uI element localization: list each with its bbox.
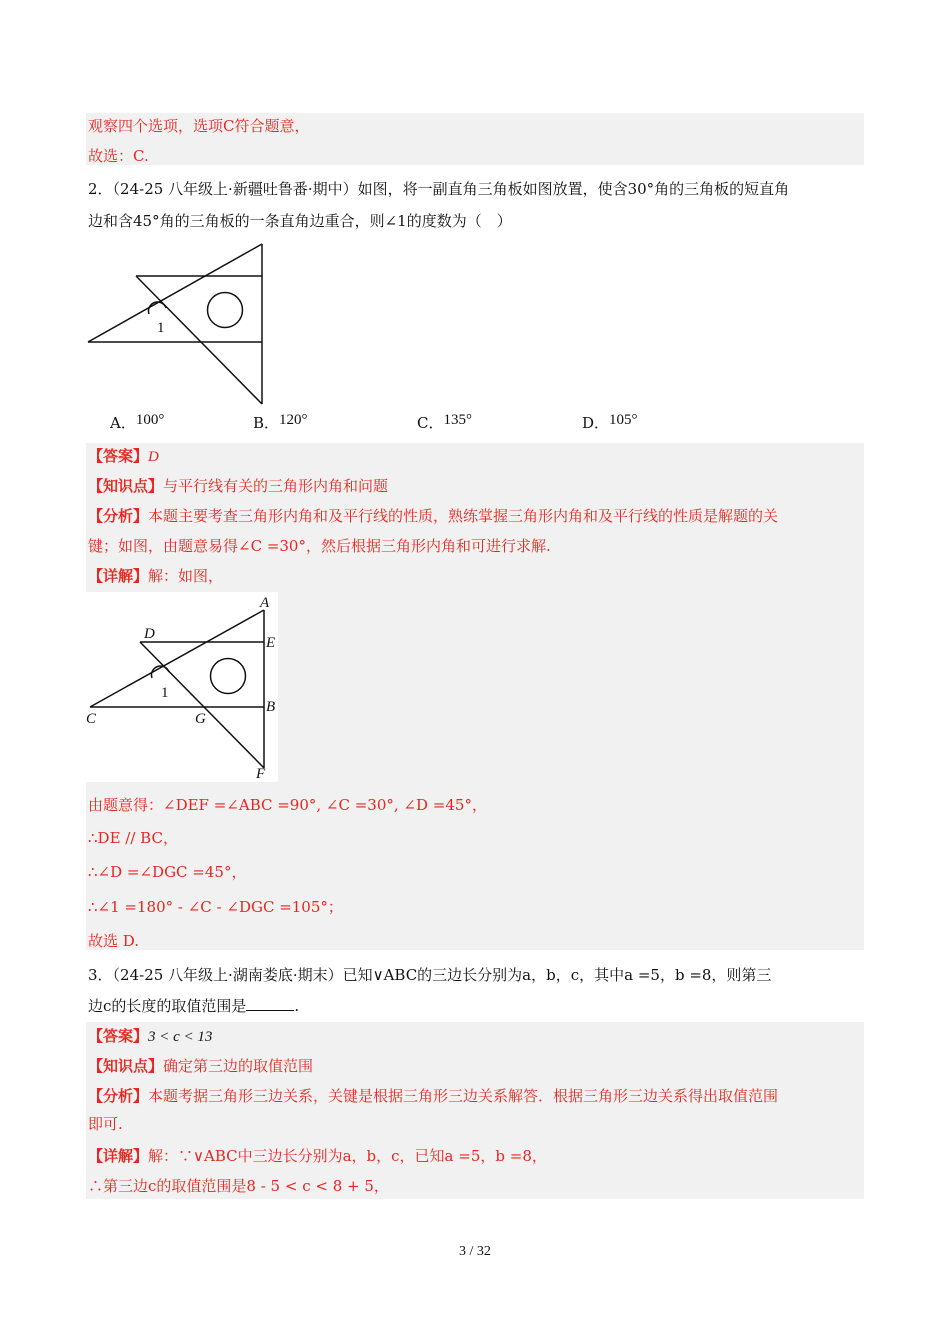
q3-step1: ∴第三边c的取值范围是8 - 5 < c < 8 + 5， <box>88 1177 389 1195</box>
q3-stem-text-1: （24-25 八年级上·湖南娄底·期末）已知∨ABC的三边长分别为a，b，c，其中a =5，b =8，则第三 <box>112 966 772 984</box>
q2-analysis-tag: 【分析】 <box>88 507 149 525</box>
fig2-label-b: B <box>266 699 276 715</box>
q3-stem-text-2: 边c的长度的取值范围是 <box>88 997 247 1015</box>
q3-knowledge-tag: 【知识点】 <box>88 1057 164 1075</box>
q3-answer-tag: 【答案】 <box>88 1027 149 1045</box>
q2-knowledge-line <box>88 476 388 496</box>
fig2-label-c: C <box>86 711 97 727</box>
q2-stem-text-1: （24-25 八年级上·新疆吐鲁番·期中）如图，将一副直角三角板如图放置，使含30°角的三角板的短直角 <box>112 180 790 198</box>
option-a-letter: A． <box>110 414 136 432</box>
q2-option-c[interactable] <box>417 412 472 433</box>
q3-answer-value: 3 < c < 13 <box>148 1029 213 1045</box>
fig2-label-1: 1 <box>161 685 169 701</box>
q2-option-a[interactable] <box>110 412 164 433</box>
option-b-letter: B． <box>253 414 280 432</box>
q3-answer-line <box>88 1026 212 1047</box>
fig2-label-f: F <box>256 766 266 782</box>
q2-option-d[interactable] <box>582 412 638 433</box>
fig1-line-hypotenuse-30 <box>88 244 262 342</box>
q2-step1: 由题意得：∠DEF =∠ABC =90°, ∠C =30°, ∠D =45°， <box>88 796 487 814</box>
fig1-angle-label: 1 <box>157 320 165 336</box>
q3-analysis-tag: 【分析】 <box>88 1087 149 1105</box>
page-number: 3 / 32 <box>459 1244 491 1259</box>
fig2-label-d: D <box>144 626 155 642</box>
q2-stem-line2: 边和含45°角的三角板的一条直角边重合，则∠1的度数为（ ） <box>88 212 512 230</box>
option-a-value: 100° <box>135 412 165 428</box>
q2-option-b[interactable] <box>253 412 308 433</box>
q2-analysis-line1 <box>88 506 778 526</box>
q3-detail-text: 解：∵∨ABC中三边长分别为a，b，c，已知a =5，b =8， <box>148 1147 547 1165</box>
prev-chosen-text: 故选：C. <box>88 147 149 165</box>
option-c-letter: C． <box>417 414 444 432</box>
q3-number: 3． <box>88 966 113 984</box>
q2-analysis-line2: 键；如图，由题意易得∠C =30°，然后根据三角形内角和可进行求解. <box>88 537 551 555</box>
q3-stem-line1 <box>88 965 771 985</box>
q2-detail-text: 解：如图， <box>148 567 224 585</box>
fig2-label-e: E <box>266 635 276 651</box>
q3-detail-tag: 【详解】 <box>88 1147 149 1165</box>
q2-knowledge-tag: 【知识点】 <box>88 477 164 495</box>
q2-detail-tag: 【详解】 <box>88 567 149 585</box>
q2-answer-line <box>88 446 159 467</box>
q2-knowledge-text: 与平行线有关的三角形内角和问题 <box>163 477 389 495</box>
q2-number: 2． <box>88 180 113 198</box>
q2-answer-tag: 【答案】 <box>88 447 149 465</box>
q2-chosen: 故选 D. <box>88 932 140 950</box>
prev-observe-text: 观察四个选项，选项C符合题意， <box>88 117 310 135</box>
fig1-circle <box>208 293 243 328</box>
option-d-value: 105° <box>609 412 638 428</box>
q3-knowledge-text: 确定第三边的取值范围 <box>163 1057 314 1075</box>
q2-detail-line <box>88 566 223 586</box>
q2-step2: ∴DE // BC， <box>88 829 178 847</box>
fig2-label-g: G <box>195 711 206 727</box>
option-c-value: 135° <box>443 412 472 428</box>
q3-stem-line2 <box>88 996 299 1016</box>
q3-stem-end: . <box>294 997 300 1015</box>
q3-answer-blank[interactable] <box>246 996 294 1011</box>
q2-step4: ∴∠1 =180° - ∠C - ∠DGC =105°； <box>88 898 343 916</box>
q2-step3: ∴∠D =∠DGC =45°， <box>88 863 247 881</box>
q2-solution-figure <box>84 592 278 782</box>
q2-analysis-text-1: 本题主要考查三角形内角和及平行线的性质，熟练掌握三角形内角和及平行线的性质是解题的关 <box>148 507 779 525</box>
option-d-letter: D． <box>582 414 610 432</box>
q3-analysis-line1 <box>88 1086 778 1106</box>
q2-answer-value: D <box>148 449 159 465</box>
q2-figure-triangles <box>84 238 284 408</box>
q3-knowledge-line <box>88 1056 313 1076</box>
q2-stem-line1 <box>88 179 789 199</box>
fig2-label-a: A <box>260 595 270 611</box>
q3-solution-panel <box>86 1022 864 1199</box>
q3-analysis-text-1: 本题考据三角形三边关系，关键是根据三角形三边关系解答．根据三角形三边关系得出取值范围 <box>148 1087 779 1105</box>
q3-detail-line <box>88 1146 547 1166</box>
option-b-value: 120° <box>279 412 308 428</box>
fig1-line-hypotenuse-45 <box>136 276 262 404</box>
q3-analysis-line2: 即可. <box>88 1115 123 1133</box>
